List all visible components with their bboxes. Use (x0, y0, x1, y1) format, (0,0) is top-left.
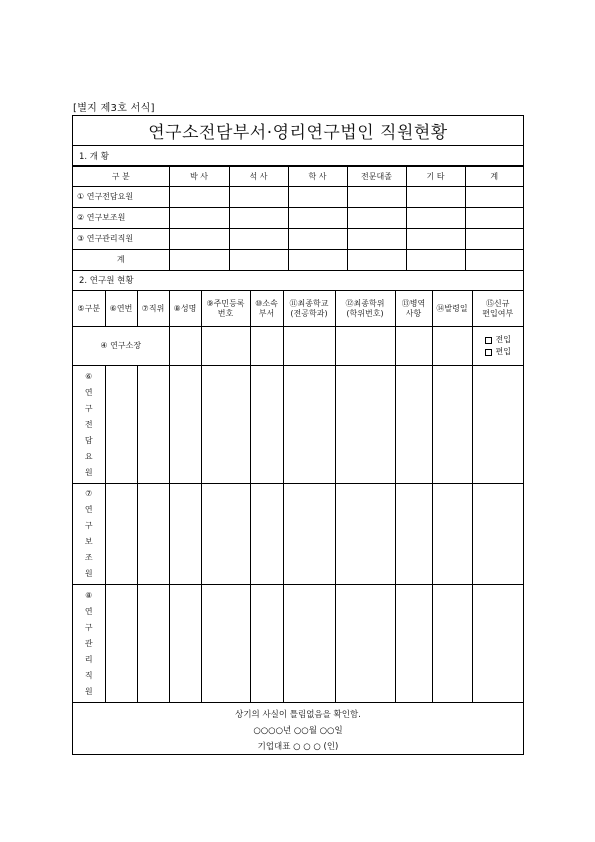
summary-row (73, 187, 523, 208)
researcher-cell[interactable] (105, 484, 137, 585)
summary-cell[interactable] (229, 187, 288, 208)
summary-cell[interactable] (465, 250, 523, 271)
researcher-cell[interactable] (250, 484, 283, 585)
header-bachelors: 학 사 (288, 167, 347, 187)
checkbox[interactable] (485, 337, 492, 344)
summary-cell[interactable] (288, 208, 347, 229)
header-appointment-date: ⑭발령일 (432, 291, 472, 327)
confirmation-statement: 상기의 사실이 틀림없음을 확인함. (235, 709, 361, 720)
header-final-school: ⑪최종학교 (전공학과) (283, 291, 335, 327)
researcher-cell[interactable] (472, 484, 523, 585)
checkbox[interactable] (485, 349, 492, 356)
researcher-cell[interactable] (201, 366, 250, 484)
header-college: 전문대졸 (347, 167, 406, 187)
company-representative: 기업대표 ○ ○ ○ (인) (257, 741, 339, 752)
check-option-transfer-in[interactable]: 전입 (473, 335, 524, 345)
summary-cell[interactable] (406, 208, 465, 229)
researcher-cell[interactable] (395, 585, 432, 703)
summary-cell[interactable] (169, 208, 229, 229)
section2-label: 2. 연구원 현황 (79, 276, 134, 286)
summary-cell[interactable] (169, 187, 229, 208)
summary-cell[interactable] (169, 229, 229, 250)
header-military: ⑬병역 사항 (395, 291, 432, 327)
row-label-research-staff: ① 연구전담요원 (73, 187, 169, 208)
summary-cell[interactable] (169, 250, 229, 271)
form-title: 연구소전담부서·영리연구법인 직원현황 (73, 116, 523, 146)
header-other: 기 타 (406, 167, 465, 187)
group-row-research-staff (73, 366, 523, 484)
researcher-cell[interactable] (105, 585, 137, 703)
header-division: ⑤구분 (73, 291, 105, 327)
header-total: 계 (465, 167, 523, 187)
researcher-cell[interactable] (432, 484, 472, 585)
row-label-admin-staff: ③ 연구관리직원 (73, 229, 169, 250)
summary-cell[interactable] (288, 250, 347, 271)
summary-header-row (73, 167, 523, 187)
summary-cell[interactable] (229, 208, 288, 229)
group-label-assistant: ⑦ 연 구 보 조 원 (73, 484, 105, 585)
researcher-cell[interactable] (432, 327, 472, 366)
check-option-enrollment[interactable]: 편입 (473, 347, 524, 357)
researcher-cell[interactable] (137, 366, 169, 484)
researcher-cell[interactable] (169, 366, 201, 484)
researcher-cell[interactable] (105, 366, 137, 484)
summary-cell[interactable] (347, 229, 406, 250)
researcher-cell[interactable] (283, 366, 335, 484)
group-row-admin-staff (73, 585, 523, 703)
header-resident-number: ⑨주민등록 번호 (201, 291, 250, 327)
header-position: ⑦직위 (137, 291, 169, 327)
summary-cell[interactable] (347, 187, 406, 208)
researcher-cell[interactable] (201, 327, 250, 366)
researcher-cell[interactable] (432, 366, 472, 484)
header-department: ⑩소속 부서 (250, 291, 283, 327)
header-final-degree: ⑫최종학위 (학위번호) (335, 291, 395, 327)
researcher-cell[interactable] (432, 585, 472, 703)
summary-table (73, 166, 523, 271)
researcher-cell[interactable] (395, 327, 432, 366)
researcher-cell[interactable] (335, 366, 395, 484)
summary-cell[interactable] (406, 187, 465, 208)
researcher-header-row (73, 291, 523, 327)
summary-cell[interactable] (465, 208, 523, 229)
researcher-cell[interactable] (283, 484, 335, 585)
director-row (73, 327, 523, 366)
researcher-cell[interactable] (250, 366, 283, 484)
researcher-cell[interactable] (250, 327, 283, 366)
summary-cell[interactable] (406, 250, 465, 271)
section1-label: 1. 개 황 (73, 146, 523, 166)
header-phd: 박 사 (169, 167, 229, 187)
director-label: ④ 연구소장 (73, 327, 169, 366)
summary-cell[interactable] (229, 229, 288, 250)
summary-cell[interactable] (347, 208, 406, 229)
researcher-cell[interactable] (250, 585, 283, 703)
group-label-admin-staff: ⑧ 연 구 관 리 직 원 (73, 585, 105, 703)
header-new-transfer: ⑮신규 편입여부 (472, 291, 523, 327)
row-label-assistant: ② 연구보조원 (73, 208, 169, 229)
researcher-cell[interactable] (335, 327, 395, 366)
researcher-cell[interactable] (137, 585, 169, 703)
researcher-cell[interactable] (472, 366, 523, 484)
form-number-label: [별지 제3호 서식] (73, 103, 155, 114)
researcher-cell[interactable] (137, 484, 169, 585)
header-name: ⑧성명 (169, 291, 201, 327)
header-category: 구 분 (73, 167, 169, 187)
researcher-cell[interactable] (395, 484, 432, 585)
researcher-cell[interactable] (169, 327, 201, 366)
summary-cell[interactable] (288, 229, 347, 250)
researcher-cell[interactable] (201, 585, 250, 703)
check-cell (472, 327, 523, 366)
researcher-cell[interactable] (472, 585, 523, 703)
summary-total-row (73, 250, 523, 271)
researcher-cell[interactable] (283, 585, 335, 703)
researcher-cell[interactable] (395, 366, 432, 484)
group-row-assistant (73, 484, 523, 585)
researcher-cell[interactable] (283, 327, 335, 366)
row-label-total: 계 (73, 250, 169, 271)
summary-row (73, 229, 523, 250)
researcher-cell[interactable] (201, 484, 250, 585)
researcher-cell[interactable] (169, 585, 201, 703)
confirmation-footer (73, 702, 523, 756)
summary-cell[interactable] (465, 187, 523, 208)
researcher-cell[interactable] (169, 484, 201, 585)
group-label-research-staff: ⑥ 연 구 전 담 요 원 (73, 366, 105, 484)
header-masters: 석 사 (229, 167, 288, 187)
researcher-table (73, 290, 523, 703)
confirmation-date: ○○○○년 ○○월 ○○일 (253, 725, 343, 736)
summary-row (73, 208, 523, 229)
summary-cell[interactable] (347, 250, 406, 271)
header-serial: ⑥연번 (105, 291, 137, 327)
form-frame (72, 115, 524, 755)
summary-cell[interactable] (465, 229, 523, 250)
summary-cell[interactable] (229, 250, 288, 271)
researcher-cell[interactable] (335, 484, 395, 585)
researcher-cell[interactable] (335, 585, 395, 703)
summary-cell[interactable] (406, 229, 465, 250)
summary-cell[interactable] (288, 187, 347, 208)
